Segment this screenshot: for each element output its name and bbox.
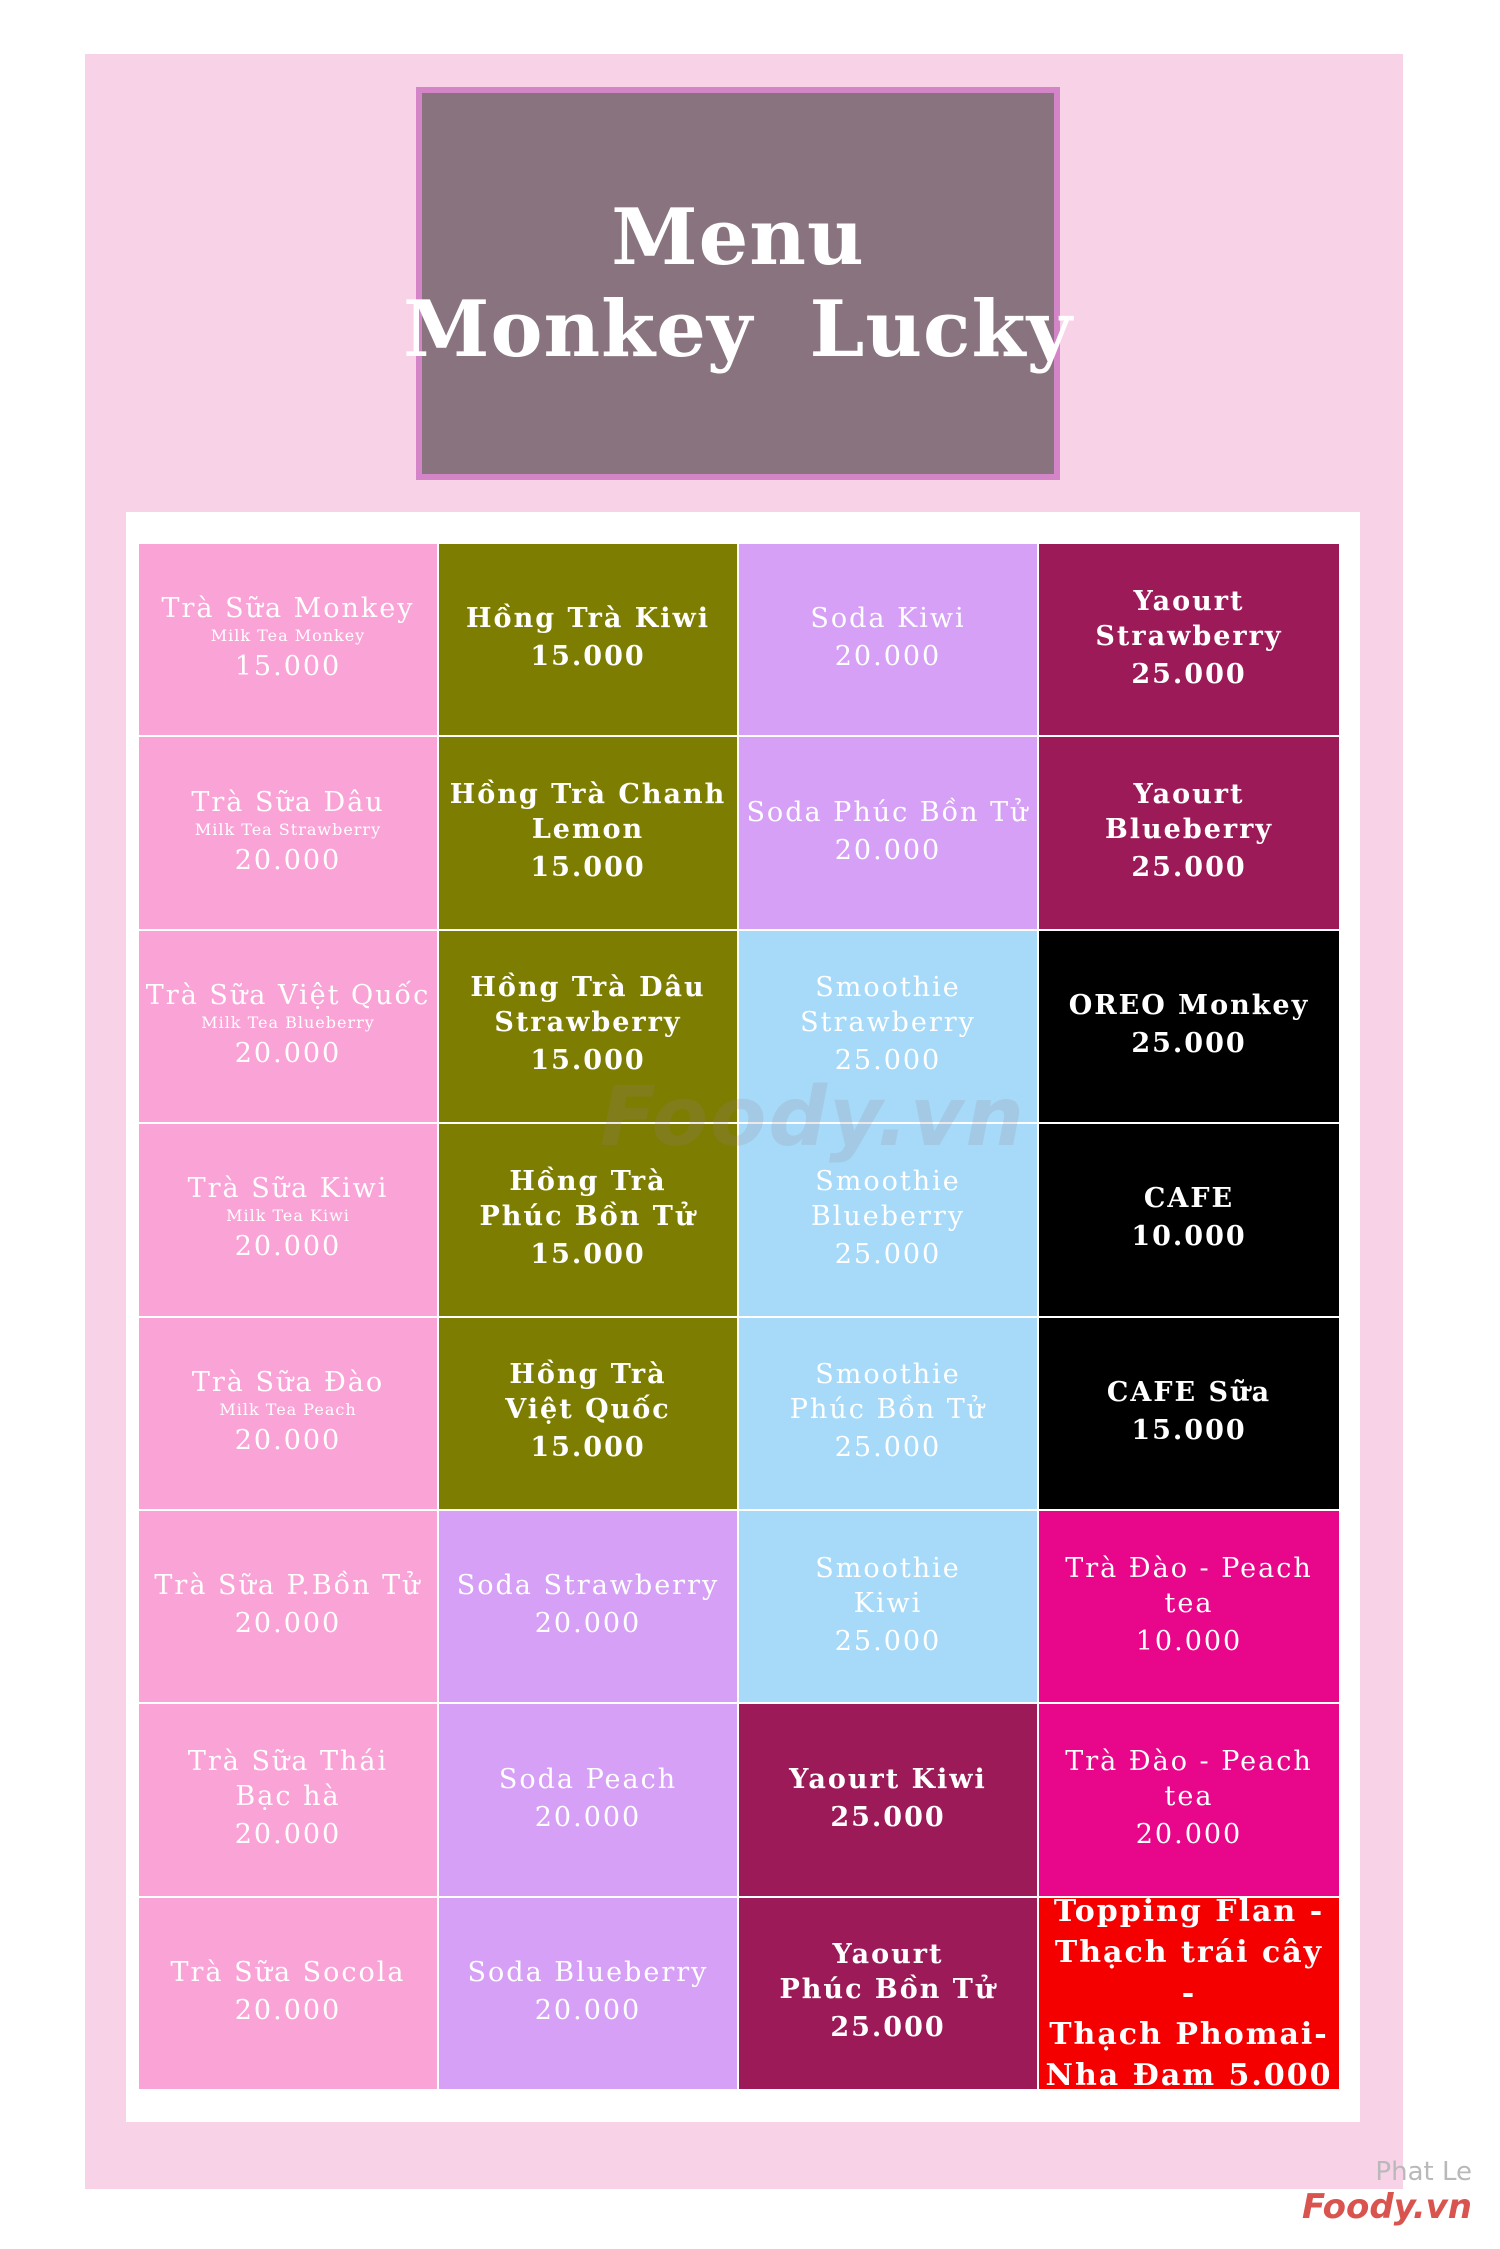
- menu-item: [138, 1703, 438, 1896]
- menu-title-line1: Menu: [611, 191, 865, 283]
- menu-item-name: Trà Sữa P.Bồn Tử: [154, 1570, 422, 1602]
- menu-item-subtitle: Milk Tea Monkey: [210, 626, 366, 646]
- menu-item: [1038, 1703, 1340, 1896]
- menu-item-subtitle: Milk Tea Peach: [219, 1399, 357, 1419]
- menu-item-name: Soda Blueberry: [467, 1956, 709, 1988]
- menu-item-price: 25.000: [834, 1045, 942, 1077]
- menu-item: [1038, 930, 1340, 1123]
- menu-item-name: Trà Sữa Dâu: [191, 786, 385, 818]
- menu-item: [138, 543, 438, 736]
- menu-grid: [138, 543, 1340, 2093]
- menu-item-name: Trà Sữa Kiwi: [187, 1173, 389, 1205]
- menu-item-name: Trà Sữa Việt Quốc: [145, 979, 431, 1011]
- menu-item-price: 20.000: [234, 1424, 342, 1456]
- menu-item: [138, 1317, 438, 1510]
- menu-item-name: CAFE Sữa: [1106, 1376, 1272, 1408]
- menu-item-name: Hồng Trà Dâu Strawberry: [470, 972, 706, 1039]
- menu-item-price: 25.000: [834, 1625, 942, 1657]
- menu-item: [138, 1123, 438, 1316]
- menu-item-price: 15.000: [1131, 1414, 1247, 1446]
- menu-item-price: 25.000: [830, 1801, 946, 1833]
- foody-logo: Foody.vn: [1302, 2187, 1472, 2227]
- menu-item-price: 15.000: [234, 651, 342, 683]
- brand-footer: [1302, 2157, 1472, 2227]
- menu-item-subtitle: Milk Tea Kiwi: [226, 1206, 350, 1226]
- menu-item: [1038, 1510, 1340, 1703]
- menu-item-name: OREO Monkey: [1068, 989, 1310, 1021]
- menu-item-name: Topping Flan - Thạch trái cây - Thạch Phomai- Nha Đam 5.000: [1045, 1893, 1333, 2093]
- menu-item: [738, 1510, 1038, 1703]
- menu-item: [138, 1510, 438, 1703]
- menu-item-price: 25.000: [830, 2012, 946, 2044]
- menu-title-line2: Monkey Lucky: [403, 283, 1073, 375]
- menu-item: [438, 1510, 738, 1703]
- menu-item-price: 10.000: [1135, 1625, 1243, 1657]
- menu-item-subtitle: Milk Tea Blueberry: [201, 1012, 375, 1032]
- menu-item: [1038, 1317, 1340, 1510]
- menu-item: [138, 736, 438, 929]
- menu-item-price: 20.000: [234, 1819, 342, 1851]
- menu-item: [1038, 736, 1340, 929]
- menu-item-name: Hồng Trà Việt Quốc: [505, 1359, 671, 1426]
- menu-item: [138, 930, 438, 1123]
- menu-item-price: 15.000: [530, 1238, 646, 1270]
- menu-item-name: Hồng Trà Phúc Bồn Tử: [479, 1165, 697, 1232]
- photo-author: Phat Le: [1375, 2157, 1472, 2187]
- menu-item-price: 15.000: [530, 1432, 646, 1464]
- menu-item-price: 10.000: [1131, 1221, 1247, 1253]
- menu-item-name: Yaourt Strawberry: [1095, 585, 1283, 652]
- menu-item-price: 25.000: [834, 1238, 942, 1270]
- menu-item-name: Smoothie Blueberry: [810, 1165, 966, 1232]
- menu-item: [738, 543, 1038, 736]
- menu-item: [1038, 543, 1340, 736]
- menu-item-price: 20.000: [234, 1994, 342, 2026]
- menu-item-name: Hồng Trà Chanh Lemon: [449, 779, 727, 846]
- menu-item-name: Soda Strawberry: [456, 1570, 720, 1602]
- menu-item-price: 15.000: [530, 1045, 646, 1077]
- menu-item-name: CAFE: [1143, 1183, 1235, 1215]
- menu-item: [438, 1897, 738, 2090]
- menu-item: [438, 1703, 738, 1896]
- menu-item-name: Smoothie Kiwi: [815, 1552, 961, 1619]
- menu-item-name: Trà Sữa Đào: [191, 1366, 385, 1398]
- menu-title-box: [403, 87, 1073, 480]
- menu-item-name: Smoothie Strawberry: [800, 972, 976, 1039]
- menu-item-price: 25.000: [1131, 658, 1247, 690]
- menu-item-name: Trà Sữa Socola: [170, 1956, 406, 1988]
- menu-item-price: 20.000: [534, 1994, 642, 2026]
- menu-item-name: Smoothie Phúc Bồn Tử: [789, 1359, 987, 1426]
- menu-item-price: 20.000: [234, 1037, 342, 1069]
- foody-watermark: Foody.vn: [600, 1070, 1026, 1165]
- menu-item-name: Trà Đào - Peach tea: [1065, 1746, 1313, 1813]
- menu-item-name: Trà Đào - Peach tea: [1065, 1552, 1313, 1619]
- menu-item: [1038, 1893, 1340, 2093]
- menu-item-price: 25.000: [834, 1432, 942, 1464]
- menu-item: [1038, 1123, 1340, 1316]
- menu-item-price: 20.000: [534, 1801, 642, 1833]
- menu-item-price: 20.000: [534, 1608, 642, 1640]
- menu-item-price: 20.000: [1135, 1819, 1243, 1851]
- menu-item-price: 15.000: [530, 641, 646, 673]
- menu-item-name: Yaourt Kiwi: [789, 1763, 987, 1795]
- menu-item-price: 25.000: [1131, 1027, 1247, 1059]
- menu-item-price: 25.000: [1131, 852, 1247, 884]
- menu-item: [438, 543, 738, 736]
- menu-item-name: Trà Sữa Monkey: [161, 593, 415, 625]
- menu-item-price: 20.000: [834, 641, 942, 673]
- menu-item-price: 20.000: [234, 1231, 342, 1263]
- menu-item: [738, 1317, 1038, 1510]
- menu-item-subtitle: Milk Tea Strawberry: [194, 819, 382, 839]
- menu-item-name: Soda Peach: [498, 1763, 678, 1795]
- menu-item-price: 20.000: [234, 1608, 342, 1640]
- menu-item: [438, 736, 738, 929]
- menu-item-name: Trà Sữa Thái Bạc hà: [187, 1746, 389, 1813]
- menu-item-name: Yaourt Blueberry: [1104, 779, 1274, 846]
- menu-item-price: 15.000: [530, 852, 646, 884]
- menu-item: [138, 1897, 438, 2090]
- menu-item: [438, 1317, 738, 1510]
- menu-item: [738, 736, 1038, 929]
- menu-item: [738, 1703, 1038, 1896]
- menu-item-price: 20.000: [234, 844, 342, 876]
- menu-item-name: Yaourt Phúc Bồn Tử: [779, 1939, 997, 2006]
- menu-item-name: Hồng Trà Kiwi: [466, 603, 710, 635]
- menu-item-price: 20.000: [834, 834, 942, 866]
- menu-item-name: Soda Phúc Bồn Tử: [746, 796, 1030, 828]
- menu-item: [738, 1897, 1038, 2090]
- menu-item-name: Soda Kiwi: [810, 603, 966, 635]
